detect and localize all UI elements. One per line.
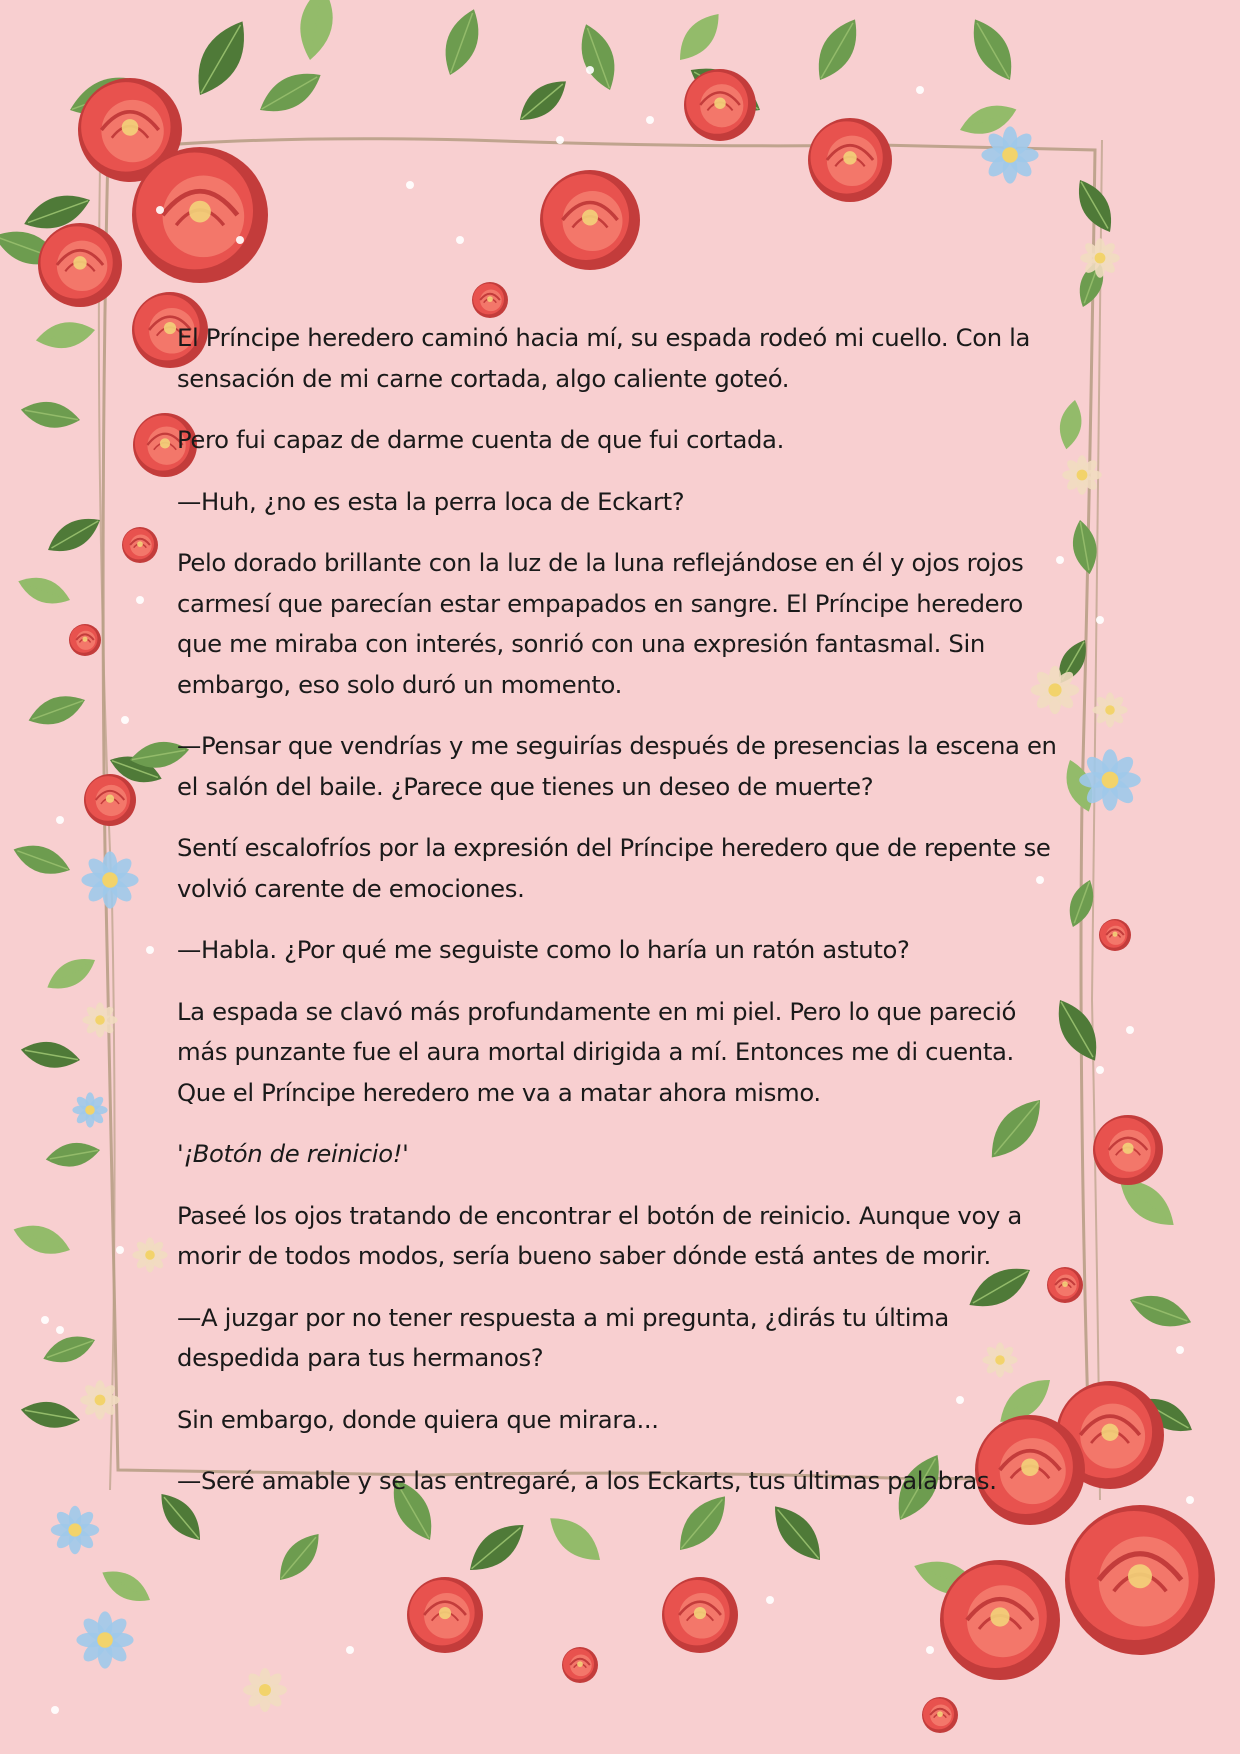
leaf-icon [19,1037,82,1072]
sparkle-icon [1096,1066,1104,1074]
paragraph-9: '¡Botón de reinicio!' [177,1139,409,1168]
paragraph-2: Pero fui capaz de darme cuenta de que fui cortada. [177,425,784,454]
cream-flower-icon [80,1380,120,1420]
cream-flower-icon [1080,238,1120,278]
leaf-icon [14,570,74,611]
sparkle-icon [916,86,924,94]
rose-icon [407,1577,483,1653]
blue-flower-icon [76,1611,133,1668]
sparkle-icon [156,206,164,214]
sparkle-icon [146,946,154,954]
leaf-icon [39,1329,99,1370]
paragraph-13: —Seré amable y se las entregaré, a los Eckarts, tus últimas palabras. [177,1466,997,1495]
paragraph-3: —Huh, ¿no es esta la perra loca de Eckart? [177,486,685,516]
rose-icon [1093,1115,1163,1185]
leaf-icon [270,1526,328,1588]
cream-flower-icon [82,1002,117,1037]
rose-icon [684,69,756,141]
leaf-icon [512,72,574,130]
sparkle-icon [56,816,64,824]
sparkle-icon [926,1646,934,1654]
rose-icon [38,223,122,307]
blue-flower-icon [72,1092,107,1127]
sparkle-icon [1096,616,1104,624]
sparkle-icon [1126,1026,1134,1034]
blue-flower-icon [81,851,138,908]
leaf-icon [1125,1287,1195,1335]
sparkle-icon [586,66,594,74]
leaf-icon [42,950,101,998]
rose-icon [122,527,158,563]
paragraph-8: La espada se clavó más profundamente en mi piel. Pero lo que pareció más punzante fue el aura mortal dirigida a mí. Entonces me di cuenta. Que el Príncipe heredero me va a matar ahora mismo. [177,996,1016,1107]
leaf-icon [97,1562,156,1610]
rose-icon [1099,919,1131,951]
sparkle-icon [456,236,464,244]
paragraph-10: Paseé los ojos tratando de encontrar el botón de reinicio. Aunque voy a morir de todos modos, sería bueno saber dónde está antes de morir. [177,1200,1022,1270]
paragraph-4: Pelo dorado brillante con la luz de la luna reflejándose en él y ojos rojos carmesí que parecían estar empapados en sangre. El Príncipe heredero que me miraba con interés, sonrió con una expresión fantasmal. Sin embargo, eso solo duró un momento. [177,548,1024,699]
rose-icon [69,624,101,656]
blue-flower-icon [1079,749,1141,811]
sparkle-icon [556,136,564,144]
leaf-icon [807,12,867,87]
rose-icon [940,1560,1060,1680]
paragraph-5: —Pensar que vendrías y me seguirías después de presencias la escena en el salón del baile. ¿Parece que tienes un deseo de muerte? [177,731,1057,801]
leaf-icon [42,509,107,561]
rose-icon [540,170,640,270]
leaf-icon [572,19,624,95]
sparkle-icon [121,716,129,724]
leaf-icon [185,12,258,103]
paragraph-7: —Habla. ¿Por qué me seguiste como lo haría un ratón astuto? [177,935,910,964]
rose-icon [472,282,508,318]
rose-icon [922,1697,958,1733]
leaf-icon [34,318,97,353]
sparkle-icon [1176,1346,1184,1354]
rose-icon [662,1577,738,1653]
blue-flower-icon [981,126,1038,183]
sparkle-icon [116,1246,124,1254]
leaf-icon [670,6,728,68]
rose-icon [808,118,892,202]
sparkle-icon [646,116,654,124]
leaf-icon [9,838,74,882]
rose-icon [84,774,136,826]
sparkle-icon [136,596,144,604]
paragraph-11: —A juzgar por no tener respuesta a mi pregunta, ¿dirás tu última despedida para tus hermanos? [177,1302,949,1372]
leaf-icon [962,12,1022,87]
leaf-icon [24,688,89,732]
rose-icon [132,147,268,283]
leaf-icon [253,62,328,122]
leaf-icon [44,1139,102,1171]
sparkle-icon [346,1646,354,1654]
sparkle-icon [51,1706,59,1714]
leaf-icon [19,1397,82,1432]
leaf-icon [436,4,488,80]
sparkle-icon [41,1316,49,1324]
rose-icon [1065,1505,1215,1655]
blue-flower-icon [51,1506,99,1554]
paragraph-1: El Príncipe heredero caminó hacia mí, su espada rodeó mi cuello. Con la sensación de mi carne cortada, algo caliente goteó. [177,323,1031,393]
cream-flower-icon [132,1237,167,1272]
sparkle-icon [236,236,244,244]
sparkle-icon [766,1596,774,1604]
story-text [177,318,1065,1523]
cream-flower-icon [1092,692,1127,727]
paragraph-12: Sin embargo, donde quiera que mirara... [177,1404,659,1434]
leaf-icon [461,1514,534,1582]
sparkle-icon [56,1326,64,1334]
sparkle-icon [1186,1496,1194,1504]
leaf-icon [19,397,82,432]
paragraph-6: Sentí escalofríos por la expresión del Príncipe heredero que de repente se volvió carente de emociones. [177,833,1051,903]
cream-flower-icon [1062,455,1102,495]
leaf-icon [9,1218,74,1262]
sparkle-icon [406,181,414,189]
rose-icon [562,1647,598,1683]
cream-flower-icon [243,1668,287,1712]
leaf-icon [294,0,338,63]
